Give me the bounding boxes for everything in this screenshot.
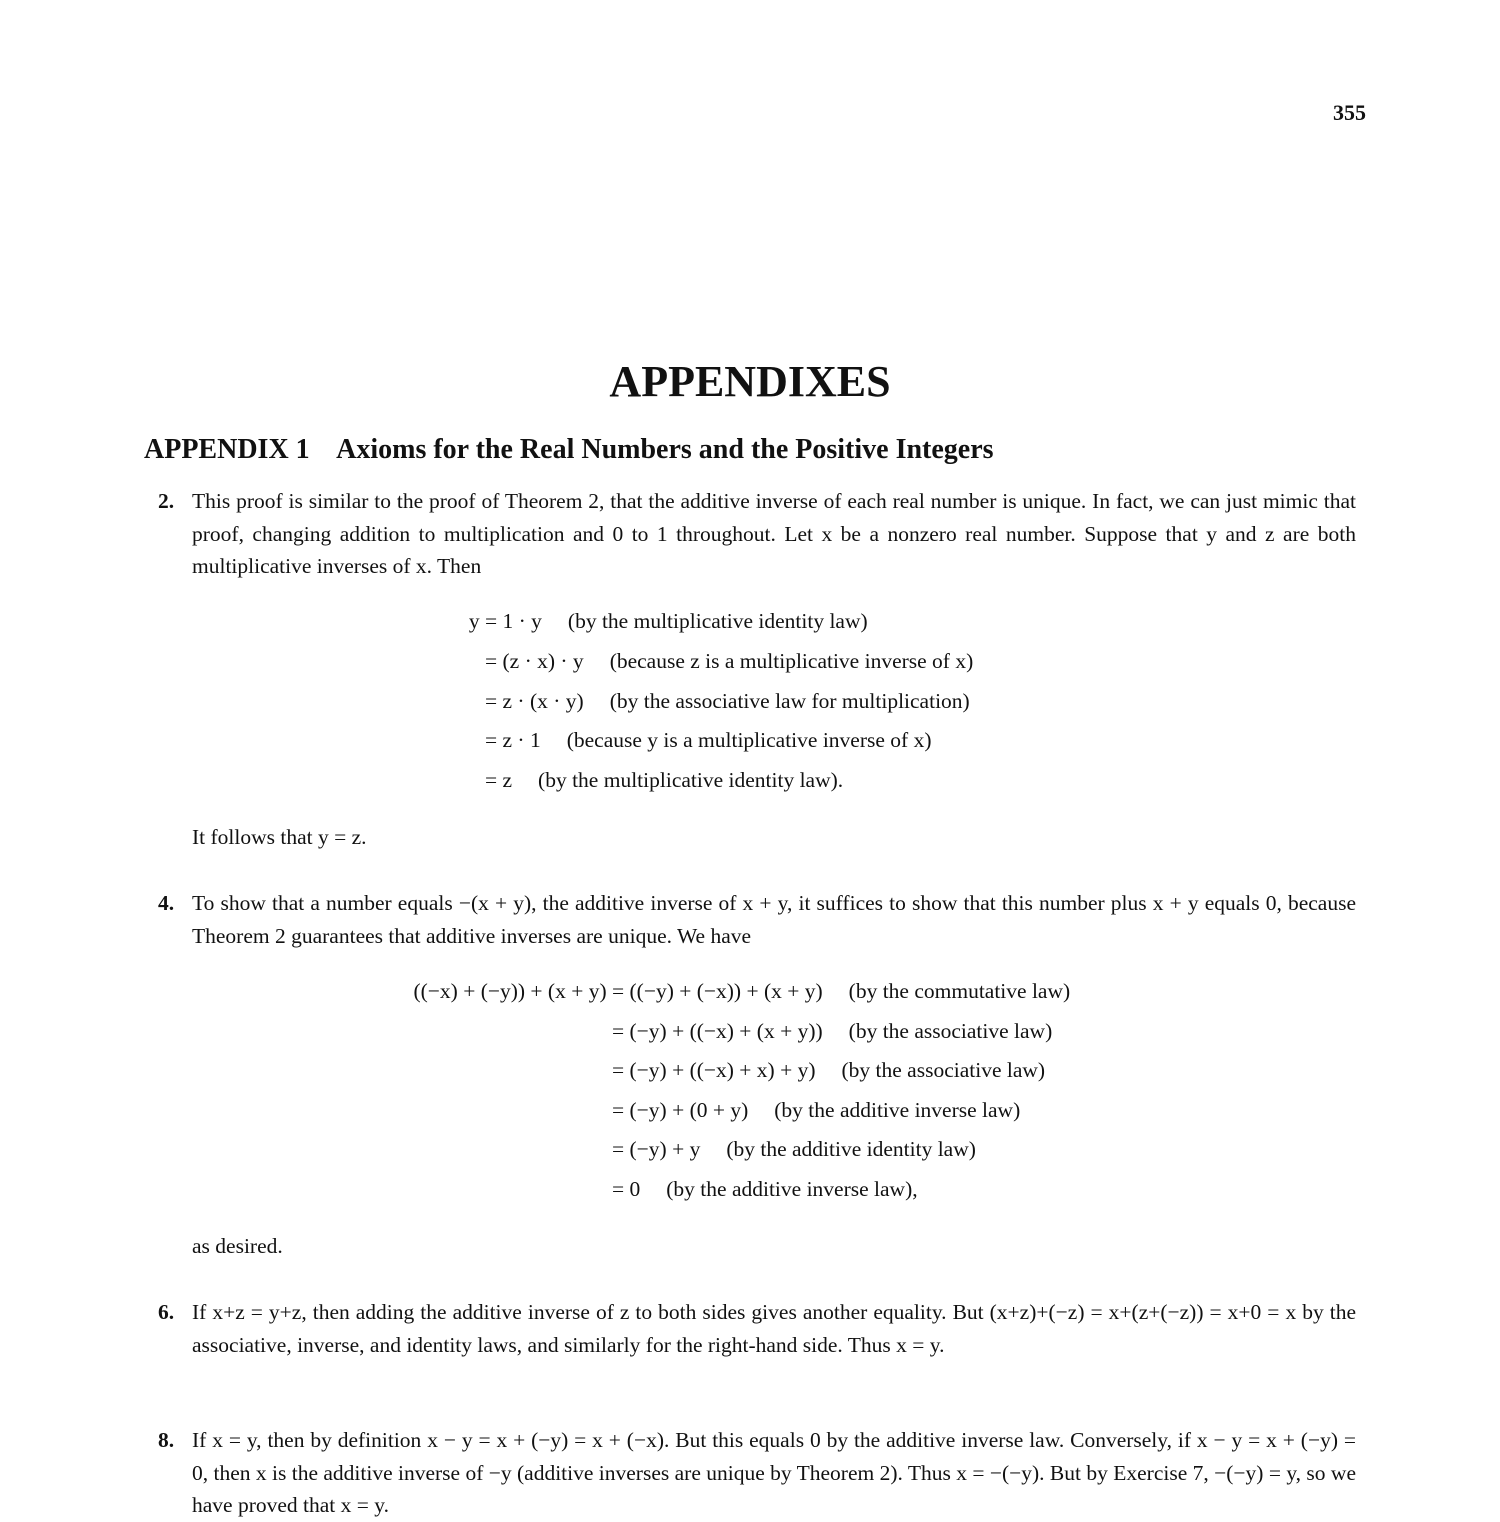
exercise-6 — [158, 1296, 1356, 1361]
appendix-heading — [144, 434, 994, 466]
equation-rhs: = 0 — [612, 1177, 641, 1201]
exercise-2 — [158, 485, 1356, 583]
equation-reason: (by the associative law) — [848, 1019, 1053, 1043]
equation-reason: (by the additive inverse law) — [774, 1098, 1021, 1122]
conclusion: as desired. — [192, 1234, 283, 1258]
exercise-number: 4. — [158, 891, 175, 915]
equation-rhs: = z · 1 — [485, 728, 541, 752]
equation-lhs: y — [468, 609, 485, 633]
equation-lhs: ((−x) + (−y)) + (x + y) — [413, 979, 612, 1003]
exercise-4 — [158, 887, 1356, 952]
conclusion: It follows that y = z. — [192, 825, 367, 849]
equation-rhs: = z · (x · y) — [485, 689, 584, 713]
exercise-number: 2. — [158, 489, 175, 513]
equation-rhs: = (−y) + (0 + y) — [612, 1098, 749, 1122]
exercise-text: This proof is similar to the proof of Theorem 2, that the additive inverse of each real number is unique. In fact, we can just mimic that proof, changing addition to multiplication and 0 to 1 throughout. Let x be a nonzero real number. Suppose that y and z are both multiplicative inverses of x. Then — [192, 489, 1356, 578]
equation-rhs: = (−y) + ((−x) + (x + y)) — [612, 1019, 823, 1043]
equation-rhs: = (z · x) · y — [485, 649, 584, 673]
equation-reason: (by the additive inverse law), — [666, 1177, 918, 1201]
exercise-number: 8. — [158, 1428, 175, 1452]
page-title: APPENDIXES — [609, 357, 891, 406]
equation-rhs: = (−y) + y — [612, 1137, 701, 1161]
equation-rhs: = 1 · y — [485, 609, 542, 633]
equation-rhs: = ((−y) + (−x)) + (x + y) — [612, 979, 823, 1003]
appendix-label: APPENDIX 1 — [144, 434, 310, 465]
equation-reason: (because y is a multiplicative inverse of x) — [566, 728, 932, 752]
equation-reason: (by the additive identity law) — [726, 1137, 976, 1161]
exercise-8 — [158, 1424, 1356, 1522]
exercise-text: If x+z = y+z, then adding the additive inverse of z to both sides gives another equality. But (x+z)+(−z) = x+(z+(−z)) = x+0 = x by the associative, inverse, and identity laws, and similarly for the right-hand side. Thus x = y. — [192, 1300, 1356, 1357]
equation-reason: (by the multiplicative identity law) — [567, 609, 868, 633]
equation-reason: (by the multiplicative identity law). — [538, 768, 844, 792]
equation-reason: (by the commutative law) — [848, 979, 1071, 1003]
exercise-text: To show that a number equals −(x + y), the additive inverse of x + y, it suffices to show that this number plus x + y equals 0, because Theorem 2 guarantees that additive inverses are unique. We have — [192, 891, 1356, 948]
equation-reason: (because z is a multiplicative inverse of x) — [609, 649, 974, 673]
exercise-text: If x = y, then by definition x − y = x + (−y) = x + (−x). But this equals 0 by the additive inverse law. Conversely, if x − y = x + (−y) = 0, then x is the additive inverse of −y (additive inverses are unique by Theorem 2). Thus x = −(−y). But by Exercise 7, −(−y) = y, so we have proved that x = y. — [192, 1428, 1356, 1517]
appendix-title: Axioms for the Real Numbers and the Positive Integers — [336, 434, 994, 465]
equation-reason: (by the associative law for multiplication) — [609, 689, 970, 713]
equation-rhs: = (−y) + ((−x) + x) + y) — [612, 1058, 816, 1082]
equation-reason: (by the associative law) — [841, 1058, 1046, 1082]
exercise-number: 6. — [158, 1300, 175, 1324]
equation-rhs: = z — [485, 768, 513, 792]
page-number: 355 — [1333, 100, 1366, 125]
